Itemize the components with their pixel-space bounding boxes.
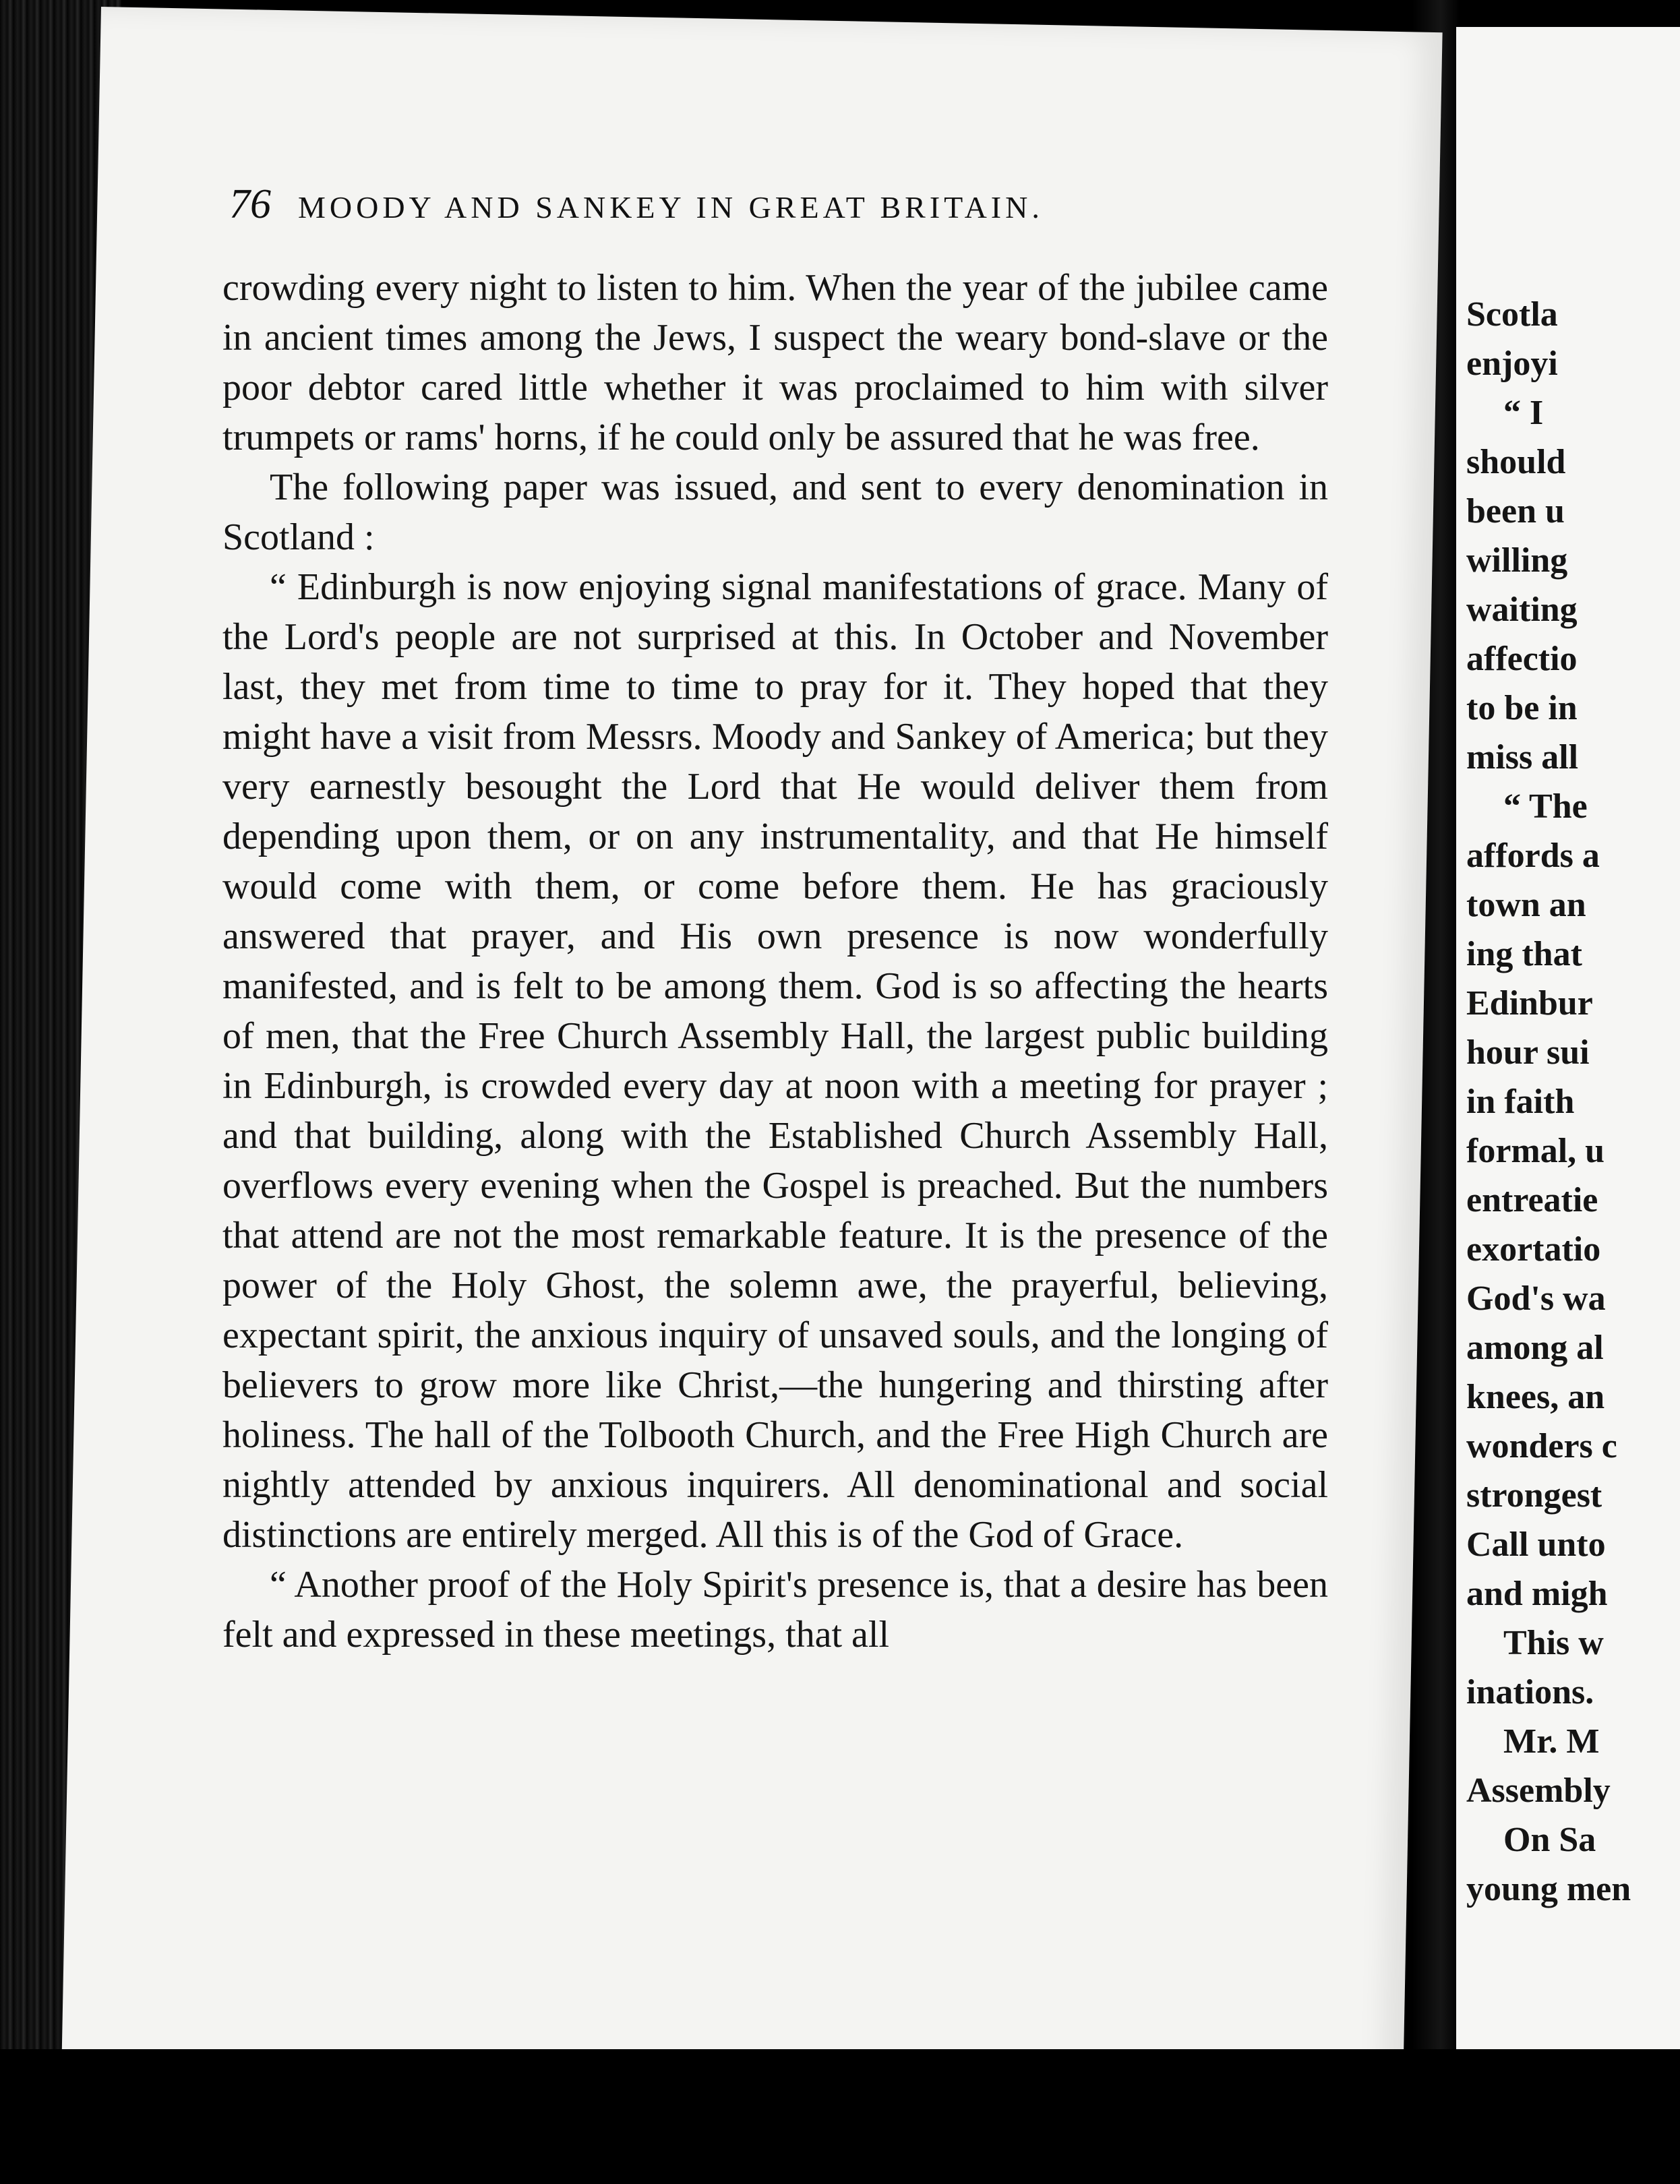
right-line: young men <box>1466 1870 1631 1908</box>
right-line: in faith <box>1466 1083 1575 1121</box>
right-line: and migh <box>1466 1575 1608 1613</box>
page-number: 76 <box>229 181 271 227</box>
right-line: been u <box>1466 492 1565 530</box>
right-line: “ The <box>1503 787 1588 826</box>
right-line: wonders c <box>1466 1427 1617 1465</box>
paragraph-1: crowding every night to listen to him. When the year of the jubilee came in ancient times among the Jews, I suspect the weary bond-slave or the poor debtor cared little whether it was proclaimed to him with silver trumpets or rams' horns, if he could only be assured that he was free. <box>222 267 1328 458</box>
right-page-body <box>1466 290 1680 1914</box>
right-line: enjoyi <box>1466 344 1558 383</box>
right-line: to be in <box>1466 689 1578 727</box>
right-line: “ I <box>1503 394 1544 432</box>
paragraph-2: The following paper was issued, and sent to every denomination in Scotland : <box>222 466 1328 558</box>
right-line: Assembly <box>1466 1771 1611 1810</box>
left-page-body <box>222 263 1328 1660</box>
right-line: miss all <box>1466 738 1579 777</box>
right-line: hour sui <box>1466 1033 1590 1072</box>
right-line: Call unto <box>1466 1525 1606 1564</box>
right-line: entreatie <box>1466 1181 1598 1219</box>
right-line: among al <box>1466 1329 1604 1367</box>
paragraph-4: “ Another proof of the Holy Spirit's presence is, that a desire has been felt and expressed in these meetings, that all <box>222 1564 1328 1656</box>
right-line: This w <box>1503 1624 1604 1662</box>
right-line: Edinbur <box>1466 984 1593 1023</box>
right-line: On Sa <box>1503 1821 1596 1859</box>
right-line: ing that <box>1466 935 1582 973</box>
right-line: affectio <box>1466 640 1578 678</box>
right-line: formal, u <box>1466 1132 1605 1170</box>
right-line: exortatio <box>1466 1230 1601 1269</box>
paragraph-3: “ Edinburgh is now enjoying signal manifestations of grace. Many of the Lord's people are not surprised at this. In October and November last, they met from time to time to pray for it. They hoped that they might have a visit from Messrs. Moody and Sankey of America; but they very earnestly besought the Lord that He would deliver them from depending upon them, or on any instrumentality, and that He himself would come with them, or come before them. He has graciously answered that prayer, and His own presence is now wonderfully manifested, and is felt to be among them. God is so affecting the hearts of men, that the Free Church Assembly Hall, the largest public building in Edinburgh, is crowded every day at noon with a meeting for prayer ; and that building, along with the Established Church Assembly Hall, overflows every evening when the Gospel is preached. But the numbers that attend are not the most remarkable feature. It is the presence of the power of the Holy Ghost, the solemn awe, the prayerful, believing, expectant spirit, the anxious inquiry of unsaved souls, and the longing of believers to grow more like Christ,—the hungering and thirsting after holiness. The hall of the Tolbooth Church, and the Free High Church are nightly attended by anxious inquirers. All denominational and social distinctions are entirely merged. All this is of the God of Grace. <box>222 566 1328 1556</box>
right-line: willing <box>1466 541 1568 580</box>
right-line: waiting <box>1466 590 1578 629</box>
running-title: MOODY AND SANKEY IN GREAT BRITAIN. <box>298 190 1044 224</box>
right-line: God's wa <box>1466 1279 1606 1318</box>
right-line: strongest <box>1466 1476 1602 1515</box>
right-line: town an <box>1466 886 1586 924</box>
right-line: knees, an <box>1466 1378 1605 1416</box>
right-line: affords a <box>1466 837 1600 875</box>
right-line: Scotla <box>1466 295 1558 334</box>
right-line: Mr. M <box>1503 1722 1600 1761</box>
right-line: should <box>1466 443 1566 481</box>
bottom-shadow <box>0 2049 1680 2184</box>
right-line: inations. <box>1466 1673 1594 1711</box>
running-head <box>229 181 1321 229</box>
